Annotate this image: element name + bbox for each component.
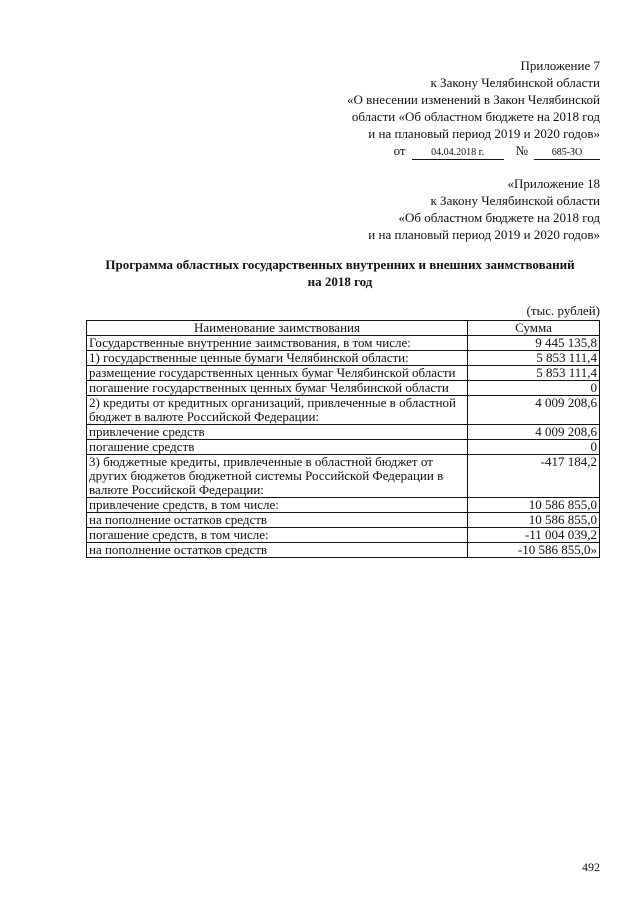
law-number: 685-ЗО: [534, 147, 600, 160]
row-amount: 4 009 208,6: [468, 396, 600, 425]
table-row: [87, 513, 600, 528]
row-amount: 10 586 855,0: [468, 498, 600, 513]
row-amount: 5 853 111,4: [468, 351, 600, 366]
appendix-header: [368, 175, 600, 243]
row-amount: 5 853 111,4: [468, 366, 600, 381]
row-name: Государственные внутренние заимствования, в том числе:: [87, 336, 468, 351]
table-header-row: [87, 321, 600, 336]
row-name: 3) бюджетные кредиты, привлеченные в областной бюджет от других бюджетов бюджетной системы Российской Федерации в валюте Российской Федерации:: [87, 455, 468, 498]
header-line: к Закону Челябинской области: [430, 193, 600, 208]
row-name: на пополнение остатков средств: [87, 543, 468, 558]
header-line: «Об областном бюджете на 2018 год: [398, 210, 600, 225]
row-name: 2) кредиты от кредитных организаций, привлеченные в областной бюджет в валюте Российской Федерации:: [87, 396, 468, 425]
document-title: [60, 256, 620, 290]
row-amount: -417 184,2: [468, 455, 600, 498]
table-row: [87, 366, 600, 381]
page-number: 492: [582, 860, 600, 874]
table-row: [87, 528, 600, 543]
table-row: [87, 498, 600, 513]
table-row: [87, 351, 600, 366]
header-line: «О внесении изменений в Закон Челябинской: [346, 92, 600, 107]
from-label: от: [393, 143, 406, 158]
header-line: и на плановый период 2019 и 2020 годов»: [368, 227, 600, 242]
table-row: [87, 455, 600, 498]
header-line: к Закону Челябинской области: [430, 75, 600, 90]
law-date: 04.04.2018 г.: [412, 147, 504, 160]
header-line: области «Об областном бюджете на 2018 год: [351, 109, 600, 124]
table-row: [87, 440, 600, 455]
row-name: погашение средств, в том числе:: [87, 528, 468, 543]
header-line: и на плановый период 2019 и 2020 годов»: [368, 126, 600, 141]
table-row: [87, 336, 600, 351]
law-date-number: [394, 142, 600, 160]
row-name: погашение государственных ценных бумаг Челябинской области: [87, 381, 468, 396]
row-amount: 0: [468, 381, 600, 396]
amendment-header: [347, 57, 600, 160]
row-amount: -10 586 855,0»: [468, 543, 600, 558]
row-name: на пополнение остатков средств: [87, 513, 468, 528]
table-row: [87, 396, 600, 425]
row-amount: 10 586 855,0: [468, 513, 600, 528]
row-name: погашение средств: [87, 440, 468, 455]
table-row: [87, 425, 600, 440]
header-line: «Приложение 18: [507, 176, 600, 191]
row-name: привлечение средств: [87, 425, 468, 440]
header-line: Приложение 7: [520, 58, 600, 73]
borrowing-table: [86, 320, 600, 558]
units-label: (тыс. рублей): [526, 303, 600, 318]
row-amount: 0: [468, 440, 600, 455]
table-row: [87, 543, 600, 558]
title-line: на 2018 год: [307, 274, 373, 289]
row-amount: 4 009 208,6: [468, 425, 600, 440]
column-header-name: Наименование заимствования: [87, 321, 468, 336]
row-name: 1) государственные ценные бумаги Челябинской области:: [87, 351, 468, 366]
title-line: Программа областных государственных внутренних и внешних заимствований: [105, 257, 575, 272]
column-header-amount: Сумма: [468, 321, 600, 336]
row-name: размещение государственных ценных бумаг Челябинской области: [87, 366, 468, 381]
number-label: №: [515, 143, 528, 158]
table-row: [87, 381, 600, 396]
row-amount: 9 445 135,8: [468, 336, 600, 351]
row-name: привлечение средств, в том числе:: [87, 498, 468, 513]
row-amount: -11 004 039,2: [468, 528, 600, 543]
